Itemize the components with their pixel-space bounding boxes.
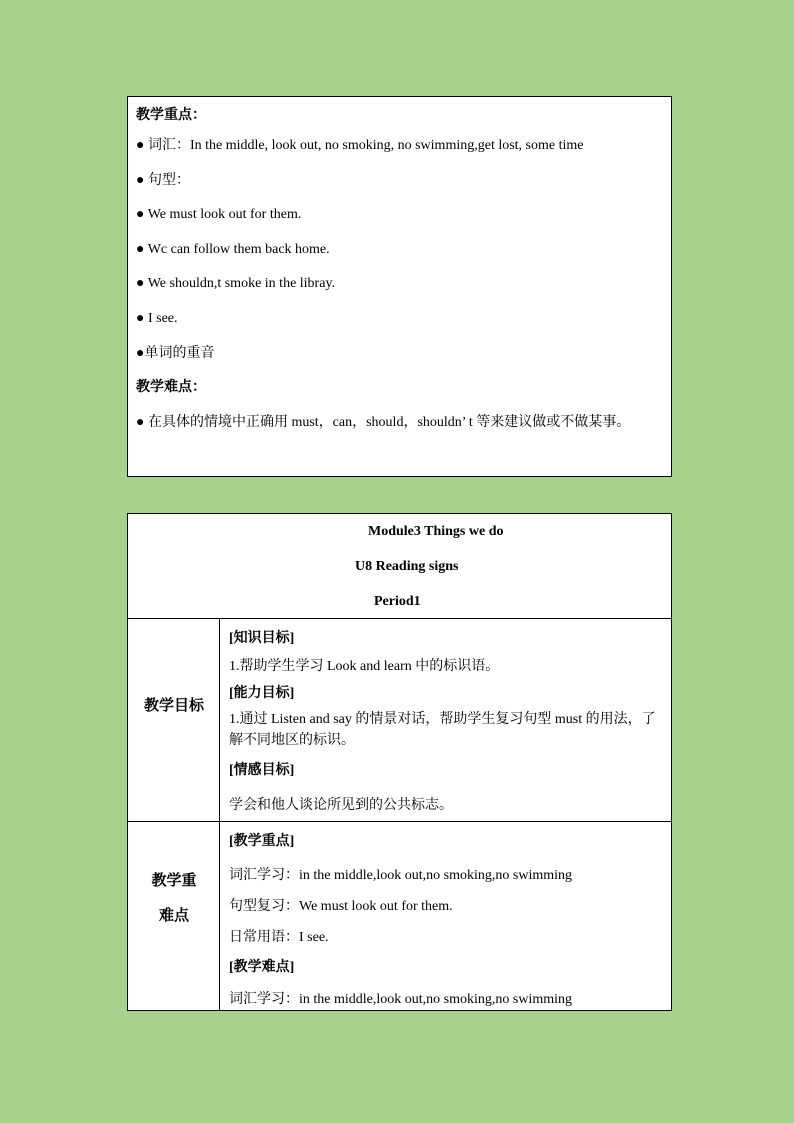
- sentence-type-line: ● 句型：: [136, 172, 190, 188]
- unit-title: U8 Reading signs: [355, 559, 459, 574]
- sentence-4: ● I see.: [136, 310, 178, 326]
- emotion-text: 学会和他人谈论所见到的公共标志。: [229, 798, 453, 813]
- key-difficulty-label-cell: [128, 822, 220, 1010]
- key-heading: [教学重点]: [229, 834, 295, 849]
- knowledge-heading: [知识目标]: [229, 631, 295, 646]
- key-difficulty-label-1: 教学重: [151, 873, 197, 889]
- objectives-row: [128, 619, 671, 822]
- difficulty-heading: 教学难点：: [136, 380, 206, 396]
- vocab-line: ● 词汇：In the middle, look out, no smoking, no swimming,get lost, some time: [136, 138, 584, 153]
- module-title: Module3 Things we do: [368, 524, 504, 539]
- key-difficulty-row: [128, 822, 671, 1010]
- vocab-study: 词汇学习：in the middle,look out,no smoking,no swimming: [229, 868, 572, 883]
- objectives-label: 教学目标: [143, 698, 204, 714]
- word-stress-line: ●单词的重音: [136, 345, 215, 361]
- objectives-label-cell: [128, 619, 220, 821]
- key-points-heading: 教学重点：: [136, 108, 206, 123]
- key-difficulty-content: [221, 822, 671, 1010]
- difficulty-text: ● 在具体的情境中正确用 must，can，should，shouldn’ t 等来建议做或不做某事。: [136, 414, 631, 430]
- sentence-review: 句型复习：We must look out for them.: [229, 899, 453, 914]
- daily-expression: 日常用语：I see.: [229, 930, 329, 945]
- vocab-study-2: 词汇学习：in the middle,look out,no smoking,no swimming: [229, 992, 572, 1007]
- lesson-plan-table: [127, 513, 672, 1011]
- sentence-1: ● We must look out for them.: [136, 207, 302, 223]
- emotion-heading: [情感目标]: [229, 763, 295, 778]
- table-title-area: [128, 514, 671, 619]
- sentence-2: ● Wc can follow them back home.: [136, 241, 330, 257]
- period-title: Period1: [374, 594, 421, 609]
- ability-heading: [能力目标]: [229, 686, 295, 701]
- ability-text: 1.通过 Listen and say 的情景对话，帮助学生复习句型 must 的用法，了解不同地区的标识。: [229, 712, 656, 748]
- sentence-3: ● We shouldn,t smoke in the libray.: [136, 276, 336, 292]
- key-difficulty-label-2: 难点: [158, 908, 189, 924]
- difficulty-heading-2: [教学难点]: [229, 960, 295, 975]
- key-points-box: [127, 96, 672, 477]
- knowledge-text: 1.帮助学生学习 Look and learn 中的标识语。: [229, 659, 500, 674]
- objectives-content: [221, 619, 671, 821]
